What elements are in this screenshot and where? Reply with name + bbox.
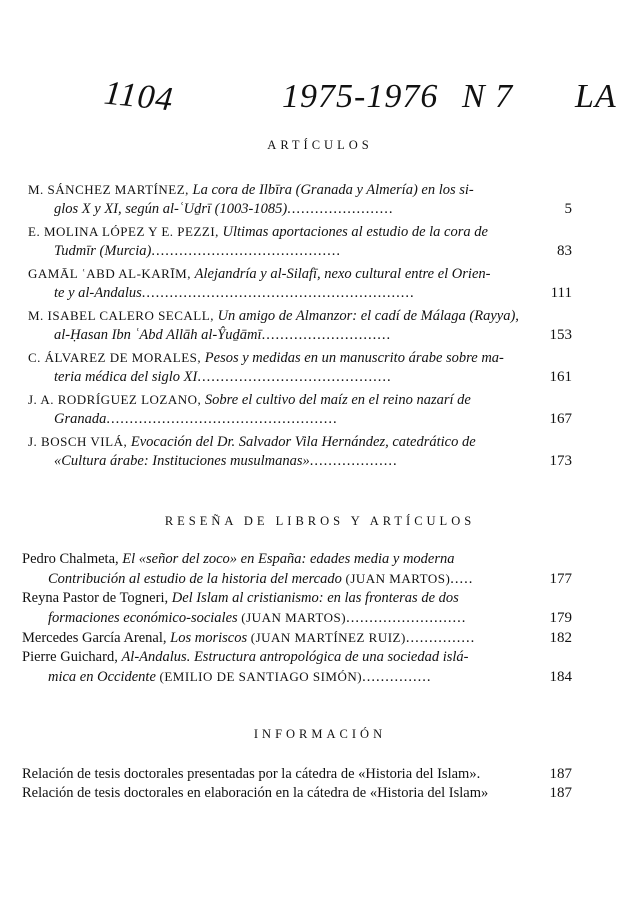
page-number: 153 bbox=[549, 327, 572, 343]
review-entry[interactable] bbox=[22, 628, 572, 648]
page-number: 83 bbox=[557, 243, 572, 259]
info-entry[interactable] bbox=[22, 784, 572, 803]
review-author: Mercedes García Arenal, bbox=[22, 630, 167, 646]
leader-dots: ......................................... bbox=[151, 243, 341, 259]
leader-dots: ..... bbox=[450, 571, 474, 587]
article-author: GAMĀL ʿABD AL-KARĪM, bbox=[28, 266, 191, 281]
article-author: J. BOSCH VILÁ, bbox=[28, 434, 128, 449]
article-title-cont: al-Ḥasan Ibn ʿAbd Allāh al-Ŷuḏāmī bbox=[54, 327, 262, 343]
article-author: C. ÁLVAREZ DE MORALES, bbox=[28, 350, 202, 365]
reviewer-name: (JUAN MARTÍNEZ RUIZ) bbox=[250, 630, 406, 645]
page-number: 161 bbox=[549, 369, 572, 385]
page-number: 187 bbox=[549, 766, 572, 782]
article-entry[interactable] bbox=[28, 222, 572, 261]
review-title: Del Islam al cristianismo: en las fronteras de dos bbox=[171, 590, 459, 606]
article-entry[interactable] bbox=[28, 348, 572, 387]
article-title: Un amigo de Almanzor: el cadí de Málaga (Rayya), bbox=[217, 308, 519, 324]
article-title-cont: Granada bbox=[54, 411, 107, 427]
review-title: El «señor del zoco» en España: edades media y moderna bbox=[122, 551, 455, 567]
article-author: J. A. RODRÍGUEZ LOZANO, bbox=[28, 392, 202, 407]
section-title-articulos: ARTÍCULOS bbox=[267, 138, 373, 152]
article-entry[interactable] bbox=[28, 180, 572, 219]
review-title-cont: mica en Occidente bbox=[48, 669, 156, 685]
review-title-cont: Contribución al estudio de la historia del mercado bbox=[48, 571, 342, 587]
review-author: Reyna Pastor de Togneri, bbox=[22, 590, 169, 606]
informacion-list bbox=[22, 765, 572, 803]
reviewer-name: (JUAN MARTOS) bbox=[241, 610, 347, 625]
article-title-cont: te y al-Andalus bbox=[54, 285, 142, 301]
article-entry[interactable] bbox=[28, 390, 572, 429]
review-entry[interactable] bbox=[22, 648, 572, 687]
page-number: 111 bbox=[550, 285, 572, 301]
handwritten-years: 1975-1976 bbox=[282, 78, 439, 115]
article-author: M. ISABEL CALERO SECALL, bbox=[28, 308, 214, 323]
review-entry[interactable] bbox=[22, 589, 572, 628]
article-title: La cora de Ilbīra (Granada y Almería) en los si- bbox=[192, 182, 474, 198]
page-number: 179 bbox=[549, 610, 572, 626]
leader-dots: .................................................. bbox=[106, 411, 338, 427]
section-title-resena: RESEÑA DE LIBROS Y ARTÍCULOS bbox=[164, 514, 476, 528]
review-author: Pedro Chalmeta, bbox=[22, 551, 119, 567]
article-title-cont: «Cultura árabe: Instituciones musulmanas» bbox=[54, 453, 310, 469]
review-author: Pierre Guichard, bbox=[22, 649, 118, 665]
articulos-list bbox=[28, 180, 572, 471]
article-title: Sobre el cultivo del maíz en el reino nazarí de bbox=[204, 392, 471, 408]
resenas-list bbox=[22, 550, 572, 687]
info-text: Relación de tesis doctorales presentadas por la cátedra de «Historia del Islam». bbox=[22, 766, 481, 782]
handwritten-issue: N 7 bbox=[462, 78, 514, 115]
article-title: Pesos y medidas en un manuscrito árabe sobre ma- bbox=[204, 350, 504, 366]
page-number: 182 bbox=[549, 630, 572, 646]
page-number: 5 bbox=[564, 201, 572, 217]
page-number: 187 bbox=[549, 785, 572, 801]
reviewer-name: (EMILIO DE SANTIAGO SIMÓN) bbox=[159, 669, 363, 684]
page-number: 177 bbox=[549, 571, 572, 587]
leader-dots: ................... bbox=[309, 453, 398, 469]
article-entry[interactable] bbox=[28, 432, 572, 471]
info-text: Relación de tesis doctorales en elaboración en la cátedra de «Historia del Islam» bbox=[22, 785, 489, 801]
review-entry[interactable] bbox=[22, 550, 572, 589]
info-entry[interactable] bbox=[22, 765, 572, 784]
handwritten-code: LA bbox=[575, 78, 617, 115]
article-author: M. SÁNCHEZ MARTÍNEZ, bbox=[28, 182, 189, 197]
page-number: 173 bbox=[549, 453, 572, 469]
article-title: Evocación del Dr. Salvador Vila Hernández, catedrático de bbox=[130, 434, 476, 450]
leader-dots: ............................ bbox=[261, 327, 392, 343]
review-title-cont: formaciones económico-sociales bbox=[48, 610, 238, 626]
handwritten-ref-number: 1104 bbox=[102, 74, 176, 119]
leader-dots: ....................... bbox=[287, 201, 394, 217]
page-number: 167 bbox=[549, 411, 572, 427]
section-title-informacion: INFORMACIÓN bbox=[253, 727, 387, 741]
page-number: 184 bbox=[549, 669, 572, 685]
article-title-cont: glos X y XI, según al-ʿUḏrī (1003-1085) bbox=[54, 201, 288, 217]
review-title: Al-Andalus. Estructura antropológica de una sociedad islá- bbox=[121, 649, 469, 665]
article-author: E. MOLINA LÓPEZ Y E. PEZZI, bbox=[28, 224, 219, 239]
leader-dots: .......................................... bbox=[197, 369, 392, 385]
reviewer-name: (JUAN MARTOS) bbox=[345, 571, 451, 586]
article-title: Alejandría y al-Silafī, nexo cultural entre el Orien- bbox=[194, 266, 491, 282]
article-title: Ultimas aportaciones al estudio de la cora de bbox=[222, 224, 488, 240]
article-title-cont: Tudmīr (Murcia) bbox=[54, 243, 152, 259]
leader-dots: ........................................................... bbox=[141, 285, 415, 301]
review-title: Los moriscos bbox=[170, 630, 248, 646]
leader-dots: .......................... bbox=[346, 610, 467, 626]
article-entry[interactable] bbox=[28, 264, 572, 303]
article-entry[interactable] bbox=[28, 306, 572, 345]
article-title-cont: teria médica del siglo XI bbox=[54, 369, 198, 385]
leader-dots: ............... bbox=[405, 630, 476, 646]
leader-dots: ............... bbox=[362, 669, 432, 685]
